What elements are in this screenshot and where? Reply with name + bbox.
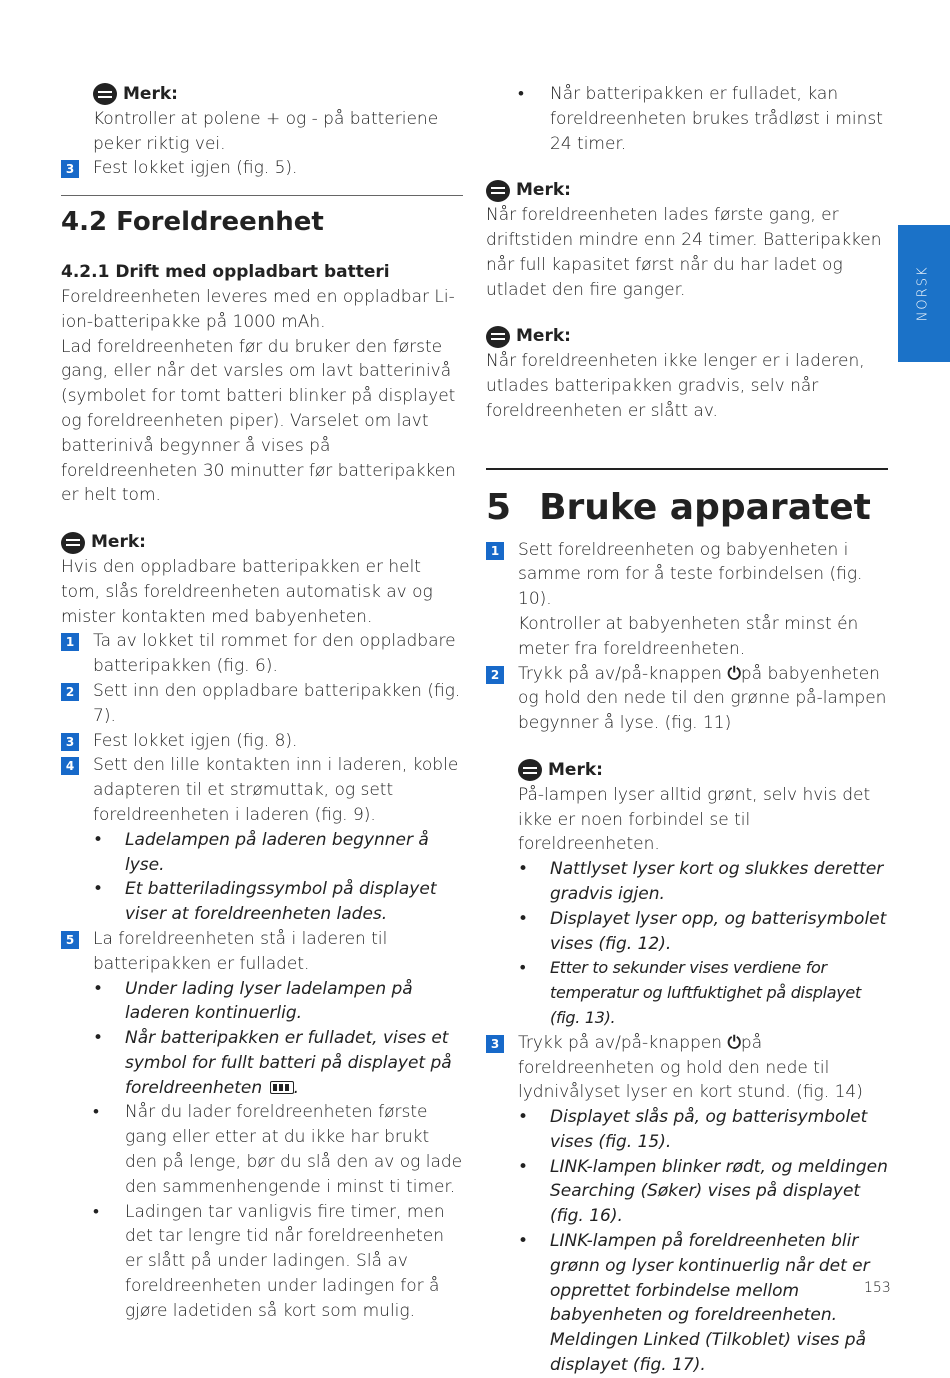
step-number: 5 (61, 931, 79, 949)
bullet-item: • Displayet slås på, og batterisymbolet vises (fig. 15). (486, 1105, 888, 1155)
step-text: Kontroller at babyenheten står minst én meter fra foreldreenheten. (518, 613, 859, 659)
bullet-item: • Under lading lyser ladelampen på laderen kontinuerlig. (61, 977, 463, 1027)
step-item (61, 729, 463, 754)
step-text: Trykk på av/på-knappen ⏻på babyenheten og hold den nede til den grønne på-lampen begynner å lyse. (fig. 11) (518, 663, 887, 734)
note-block (486, 758, 888, 857)
note-text: Hvis den oppladbare batteripakken er helt tom, slås foreldreenheten automatisk av og mister kontakten med babyenheten. (61, 556, 433, 627)
step-number: 2 (61, 683, 79, 701)
power-icon: ⏻ (727, 1032, 741, 1053)
bullet-item: • Ladingen tar vanligvis fire timer, men det tar lengre tid når foreldreenheten er slått på under ladingen. Slå av foreldreenheten under ladingen for å gjøre ladetiden så kort som mulig. (61, 1200, 463, 1324)
bullet-item: • Når du lader foreldreenheten første gang eller etter at du ikke har brukt den på lenge, bør du slå den av og lade den sammenhengende i minst ti timer. (61, 1100, 463, 1199)
note-text: På-lampen lyser alltid grønt, selv hvis det ikke er noen forbindel se til foreldreenheten. (518, 784, 871, 855)
step-text: Fest lokket igjen (fig. 8). (93, 730, 298, 751)
step-item (486, 1031, 888, 1105)
bullet-item: • Ladelampen på laderen begynner å lyse. (61, 828, 463, 878)
step-item (61, 753, 463, 827)
note-text: Når foreldreenheten lades første gang, er driftstiden mindre enn 24 timer. Batteripakken når full kapasitet først når du har ladet og utladet den fire ganger. (486, 205, 882, 300)
right-column (486, 82, 888, 1378)
language-tab-label: NORSK (915, 265, 931, 322)
step-text: Ta av lokket til rommet for den oppladbare batteripakken (fig. 6). (93, 631, 456, 677)
step-number: 1 (486, 542, 504, 560)
step-number: 4 (61, 757, 79, 775)
note-text: Kontroller at polene + og - på batteriene peker riktig vei. (93, 108, 439, 154)
note-heading: Merk: (518, 758, 888, 783)
step-text: Sett foreldreenheten og babyenheten i samme rom for å teste forbindelsen (fig. 10). (518, 539, 863, 610)
bullet-item: • LINK-lampen blinker rødt, og meldingen Searching (Søker) vises på displayet (fig. 16). (486, 1155, 888, 1229)
step-item (61, 629, 463, 679)
bullet-item: • Når batteripakken er fulladet, kan foreldreenheten brukes trådløst i minst 24 timer. (486, 82, 888, 156)
step-text: Sett den lille kontakten inn i laderen, koble adapteren til et strømuttak, og sett foreldreenheten i laderen (fig. 9). (93, 755, 459, 825)
step-text: La foreldreenheten stå i laderen til batteripakken er fulladet. (93, 928, 388, 974)
bullet-item: • Displayet lyser opp, og batterisymbolet vises (fig. 12). (486, 907, 888, 957)
step-item (61, 927, 463, 977)
note-icon (486, 326, 510, 348)
step-text: Sett inn den oppladbare batteripakken (fig. 7). (93, 680, 461, 726)
bullet-item: • Nattlyset lyser kort og slukkes deretter gradvis igjen. (486, 857, 888, 907)
step-number: 3 (486, 1035, 504, 1053)
step-item (61, 679, 463, 729)
step-number: 1 (61, 633, 79, 651)
section-heading: 4.2 Foreldreenhet (61, 207, 324, 238)
note-heading: Merk: (93, 82, 463, 107)
note-heading: Merk: (486, 324, 888, 349)
chapter-number: 5 (486, 486, 512, 528)
subsection-heading: 4.2.1 Drift med oppladbart batteri (61, 262, 390, 283)
full-battery-icon (270, 1081, 294, 1094)
step-text: Fest lokket igjen (fig. 5). (93, 158, 298, 179)
note-icon (61, 532, 85, 554)
bullet-item: • Når batteripakken er fulladet, vises et symbol for fullt batteri på displayet på foreldreenheten . (61, 1026, 463, 1100)
left-column (61, 82, 463, 1324)
step-number: 3 (61, 733, 79, 751)
step-number: 3 (61, 160, 79, 178)
note-heading: Merk: (486, 178, 888, 203)
note-icon (518, 759, 542, 781)
language-tab (898, 225, 950, 362)
chapter-heading (486, 470, 888, 532)
step-item (486, 662, 888, 736)
bullet-item: • Et batteriladingssymbol på displayet viser at foreldreenheten lades. (61, 877, 463, 927)
power-icon: ⏻ (727, 663, 741, 684)
step-item (486, 538, 888, 662)
bullet-item: • LINK-lampen på foreldreenheten blir grønn og lyser kontinuerlig når det er opprettet forbindelse mellom babyenheten og foreldreenheten. Meldingen Linked (Tilkoblet) vises på displayet (fig. 17). (486, 1229, 888, 1378)
note-text: Når foreldreenheten ikke lenger er i laderen, utlades batteripakken gradvis, selv når foreldreenheten er slått av. (486, 351, 865, 421)
paragraph: Foreldreenheten leveres med en oppladbar Li-ion-batteripakke på 1000 mAh. (61, 286, 455, 332)
paragraph: Lad foreldreenheten før du bruker den første gang, eller når det varsles om lavt batterinivå (symbolet for tomt batteri blinker på displayet og foreldreenheten piper). Varselet om lavt batterinivå begynner å vises på foreldreenheten 30 minutter før batteripakken er helt tom. (61, 336, 456, 506)
bullet-item: • Etter to sekunder vises verdiene for temperatur og luftfuktighet på displayet (fig. 13). (486, 956, 888, 1030)
chapter-title: Bruke apparatet (539, 486, 871, 528)
note-icon (93, 83, 117, 105)
page-number: 153 (864, 1280, 891, 1296)
step-item (61, 156, 463, 181)
note-heading: Merk: (61, 530, 463, 555)
step-number: 2 (486, 666, 504, 684)
note-block (61, 82, 463, 156)
note-icon (486, 180, 510, 202)
step-text: Trykk på av/på-knappen ⏻på foreldreenheten og hold den nede til lydnivålyset lyser en kort stund. (fig. 14) (518, 1032, 863, 1103)
